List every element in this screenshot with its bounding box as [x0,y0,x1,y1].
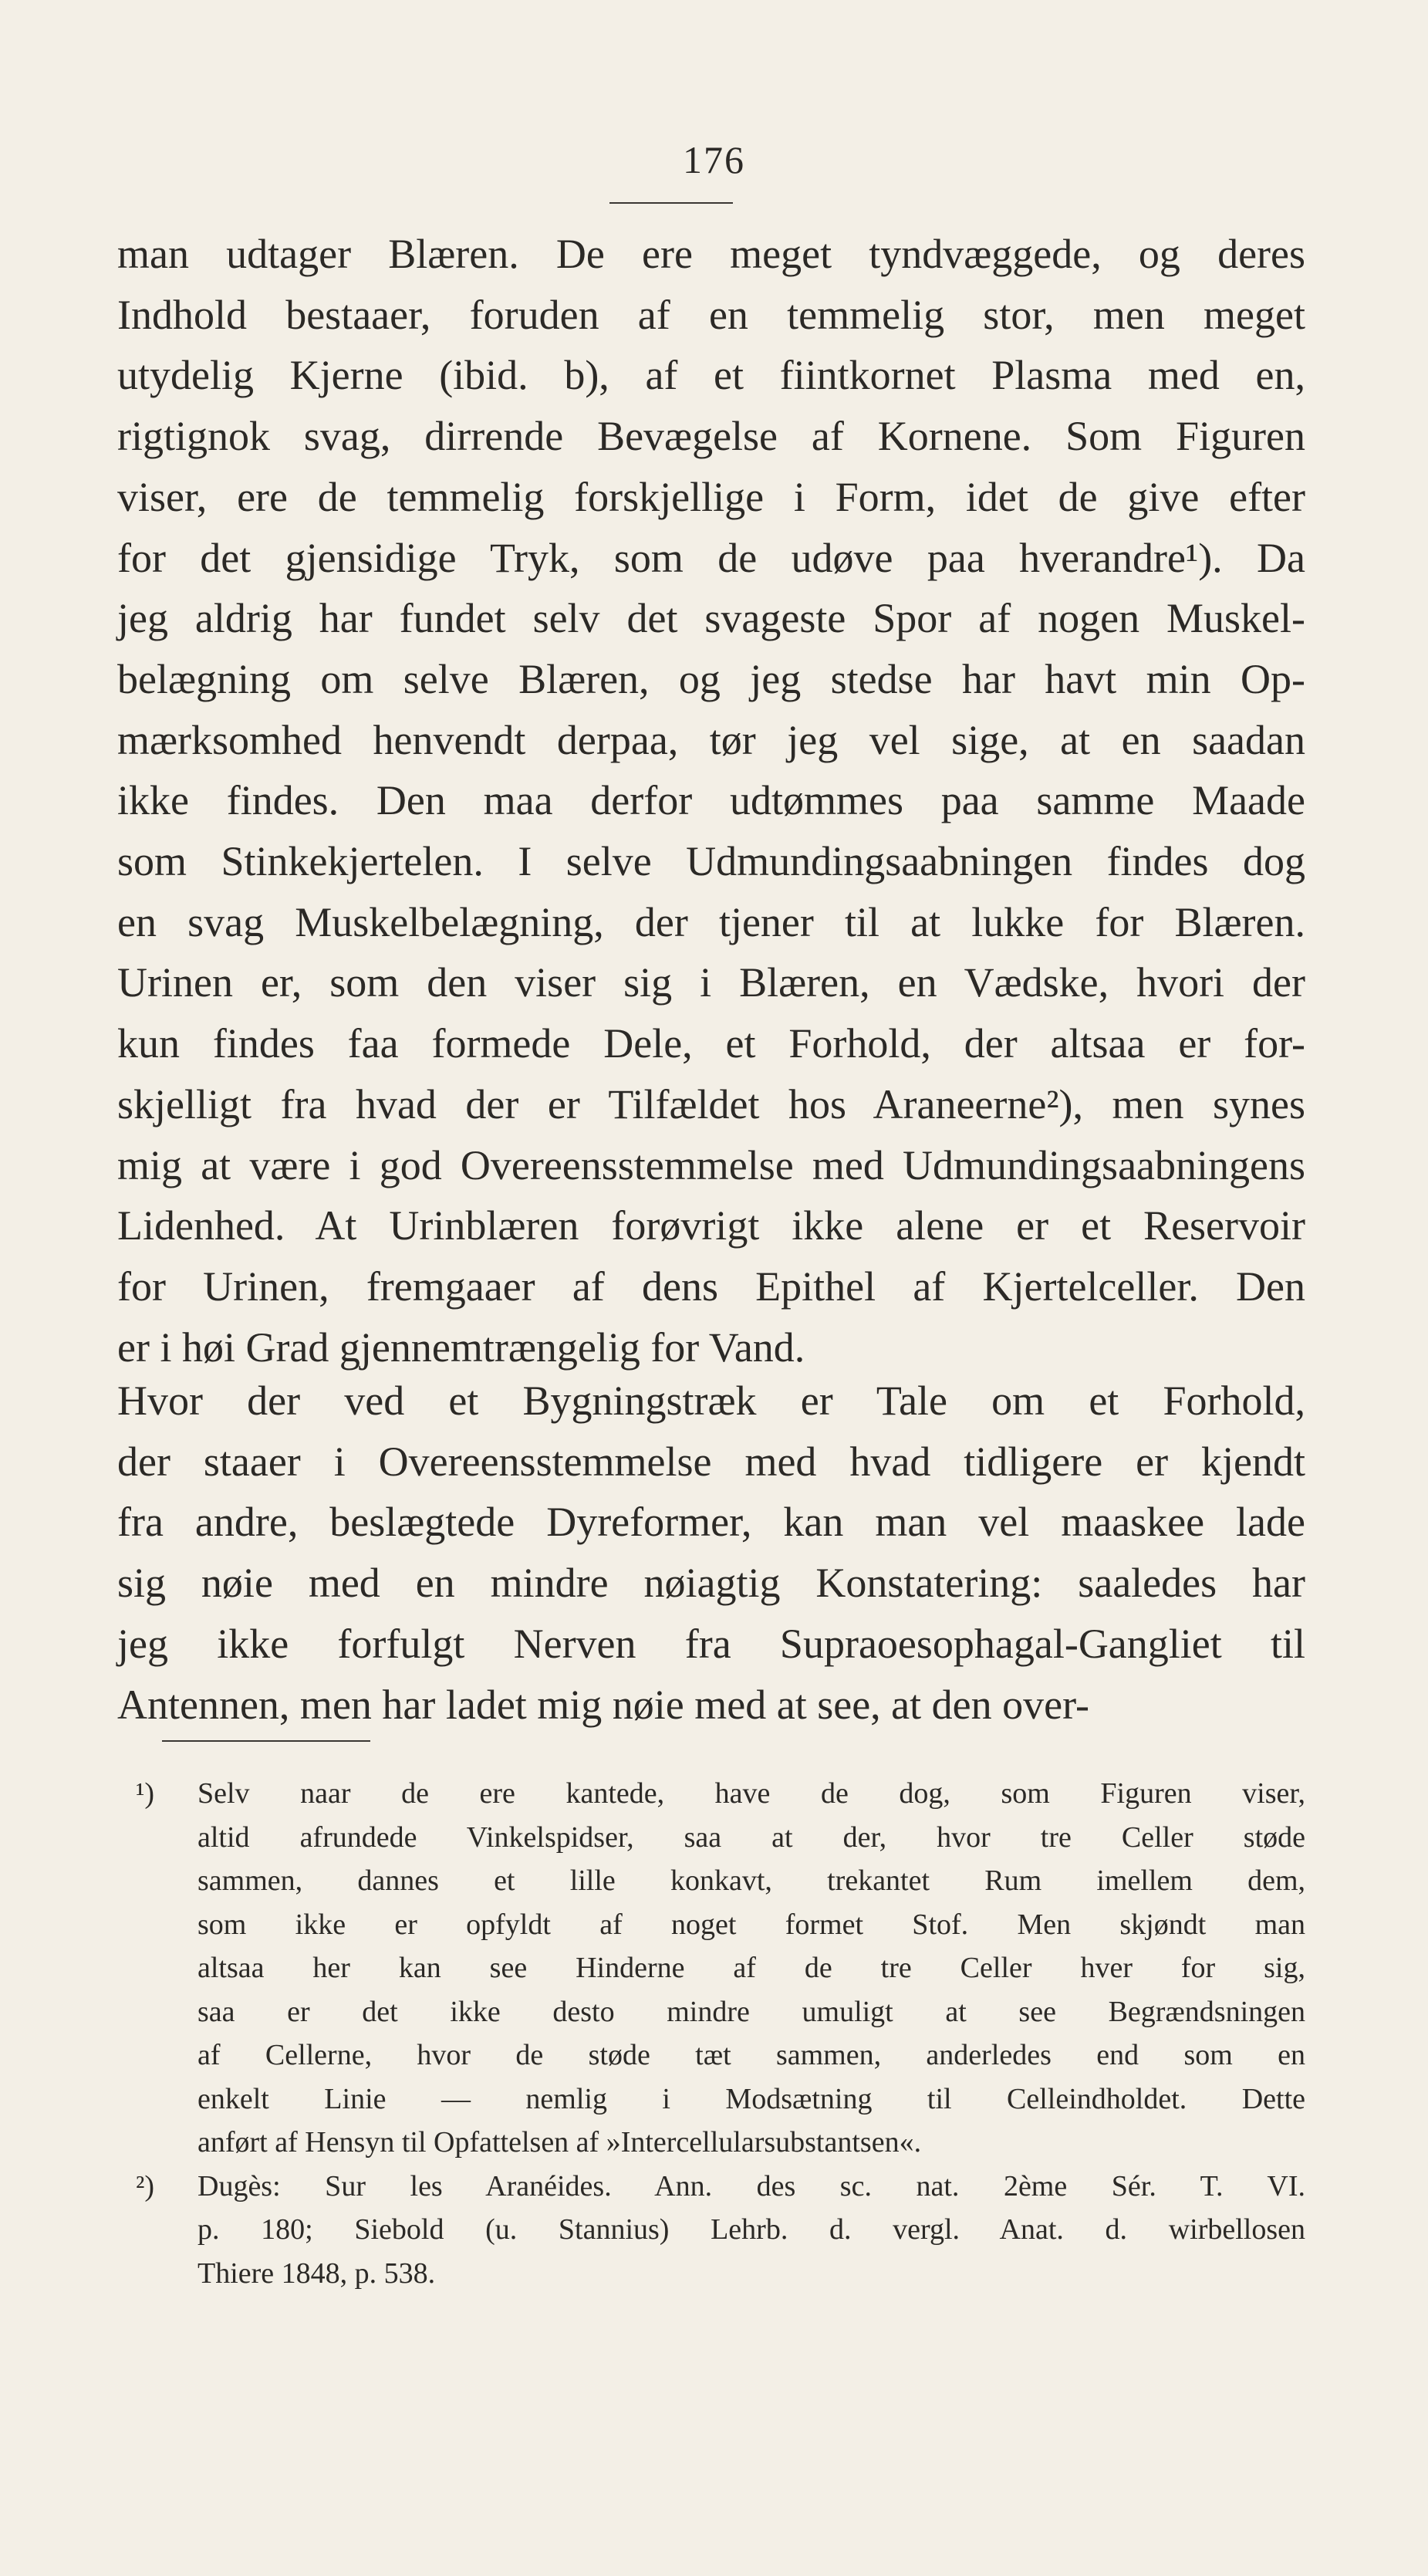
text-line: en svag Muskelbelægning, der tjener til at lukke for Blæren. [117,898,1305,945]
text-line: for Urinen, fremgaaer af dens Epithel af Kjertelceller. Den [117,1263,1305,1310]
text-line: rigtignok svag, dirrende Bevægelse af Kornene. Som Figuren [117,413,1305,460]
paragraph-1 [117,224,1305,1378]
text-line: anført af Hensyn til Opfattelsen af »Intercellularsubstantsen«. [197,2126,922,2158]
text-line: Antennen, men har ladet mig nøie med at see, at den over- [117,1681,1089,1728]
footnote-2-marker: ²) [136,2169,155,2202]
footnote-2-text [197,2165,1305,2296]
page-number-underline [609,202,733,204]
text-line: fra andre, beslægtede Dyreformer, kan man vel maaskee lade [117,1499,1305,1546]
text-line: enkelt Linie — nemlig i Modsætning til Celleindholdet. Dette [197,2082,1305,2115]
footnote-1-text [197,1772,1305,2165]
text-line: Lidenhed. At Urinblæren forøvrigt ikke alene er et Reservoir [117,1202,1305,1249]
text-line: ikke findes. Den maa derfor udtømmes paa samme Maade [117,777,1305,824]
text-line: p. 180; Siebold (u. Stannius) Lehrb. d. vergl. Anat. d. wirbellosen [197,2213,1305,2246]
text-line: jeg aldrig har fundet selv det svageste Spor af nogen Muskel- [117,595,1305,642]
text-line: man udtager Blæren. De ere meget tyndvæggede, og deres [117,231,1305,277]
text-line: sammen, dannes et lille konkavt, trekantet Rum imellem dem, [197,1864,1305,1897]
text-line: Urinen er, som den viser sig i Blæren, en Vædske, hvori der [117,959,1305,1006]
text-line: jeg ikke forfulgt Nerven fra Supraoesophagal-Gangliet til [117,1620,1305,1667]
paragraph-2 [117,1371,1305,1735]
text-line: Selv naar de ere kantede, have de dog, som Figuren viser, [197,1777,1305,1810]
page-number: 176 [683,138,745,181]
text-line: kun findes faa formede Dele, et Forhold, der altsaa er for- [117,1020,1305,1067]
footnote-1-marker: ¹) [136,1777,155,1810]
text-line: er i høi Grad gjennemtrængelig for Vand. [117,1323,805,1371]
text-line: for det gjensidige Tryk, som de udøve paa hverandre¹). Da [117,534,1305,581]
footnotes [117,1772,1305,2295]
text-line: som ikke er opfyldt af noget formet Stof. Men skjøndt man [197,1908,1305,1941]
text-line: skjelligt fra hvad der er Tilfældet hos Araneerne²), men synes [117,1080,1305,1127]
text-line: Hvor der ved et Bygningstræk er Tale om et Forhold, [117,1378,1305,1424]
text-line: af Cellerne, hvor de støde tæt sammen, anderledes end som en [197,2039,1305,2071]
text-line: sig nøie med en mindre nøiagtig Konstatering: saaledes har [117,1560,1305,1607]
text-line: Indhold bestaaer, foruden af en temmelig stor, men meget [117,291,1305,338]
footnote-1 [117,1772,1305,2165]
text-line: som Stinkekjertelen. I selve Udmundingsaabningen findes dog [117,838,1305,885]
text-line: belægning om selve Blæren, og jeg stedse har havt min Op- [117,655,1305,702]
footnote-2 [117,2165,1305,2296]
text-line: Dugès: Sur les Aranéides. Ann. des sc. nat. 2ème Sér. T. VI. [197,2169,1305,2202]
text-line: saa er det ikke desto mindre umuligt at see Begrændsningen [197,1995,1305,2028]
text-line: der staaer i Overeensstemmelse med hvad tidligere er kjendt [117,1438,1305,1485]
text-line: altid afrundede Vinkelspidser, saa at der, hvor tre Celler støde [197,1820,1305,1854]
text-line: Thiere 1848, p. 538. [197,2257,436,2290]
text-line: viser, ere de temmelig forskjellige i Form, idet de give efter [117,473,1305,520]
footnote-separator [162,1740,370,1742]
text-line: altsaa her kan see Hinderne af de tre Celler hver for sig, [197,1952,1305,1984]
text-line: mærksomhed henvendt derpaa, tør jeg vel sige, at en saadan [117,716,1305,763]
text-line: utydelig Kjerne (ibid. b), af et fiintkornet Plasma med en, [117,352,1305,399]
text-line: mig at være i god Overeensstemmelse med Udmundingsaabningens [117,1141,1305,1188]
